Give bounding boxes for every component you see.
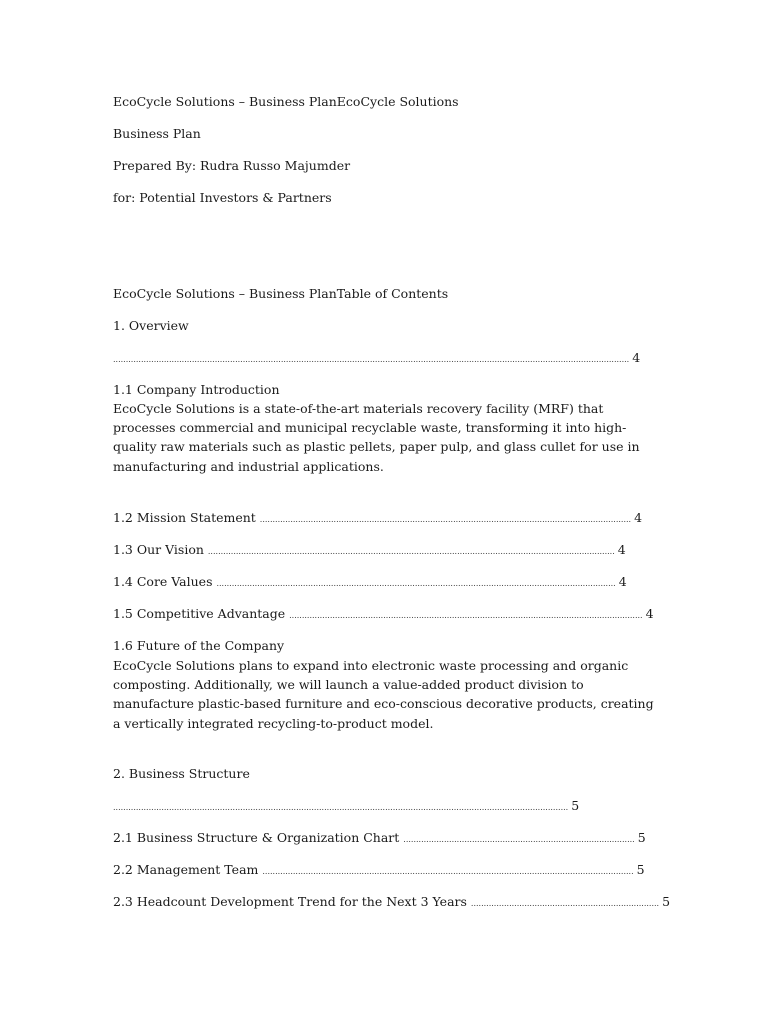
audience: for: Potential Investors & Partners (113, 190, 332, 205)
toc-entry-label: 2.1 Business Structure & Organization Chart (113, 830, 400, 845)
toc-entry-headcount-trend (113, 892, 670, 913)
toc-page-number: 4 (634, 510, 643, 525)
toc-entry-competitive-advantage (113, 604, 654, 625)
toc-dots: .................................................................................................................................................. (259, 515, 632, 524)
future-of-company-body: EcoCycle Solutions plans to expand into electronic waste processing and organic composting. Additionally, we will launch a value-added product division to manufacture plastic-based furniture and eco-conscious decorative products, creating a vertically integrated recycling-to-product model. (113, 658, 654, 731)
toc-page-number: 5 (637, 830, 646, 845)
toc-dots: ............................................................................................................................................................. (216, 579, 616, 588)
toc-entry-company-introduction: 1.1 Company Introduction (113, 382, 280, 397)
toc-page-number: 4 (645, 606, 654, 621)
toc-dots: ........................................................................................... (403, 835, 635, 844)
toc-leader-overview (113, 348, 640, 369)
toc-dots: .................................................................................................................................................. (262, 867, 634, 876)
toc-entry-future-of-company: 1.6 Future of the Company (113, 638, 285, 653)
toc-entry-label: 1.2 Mission Statement (113, 510, 256, 525)
toc-entry-management-team (113, 860, 645, 881)
toc-page-number: 4 (632, 350, 641, 365)
prepared-by: Prepared By: Rudra Russo Majumder (113, 158, 351, 173)
toc-entry-core-values (113, 572, 627, 593)
toc-dots: ................................................................................................................................................................ (207, 547, 615, 556)
toc-entry-our-vision (113, 540, 626, 561)
toc-entry-label: 2.2 Management Team (113, 862, 259, 877)
toc-dots: ........................................................................................................................................... (289, 611, 643, 620)
toc-page-number: 4 (618, 574, 627, 589)
toc-entry-mission-statement (113, 508, 642, 529)
toc-entry-overview: 1. Overview (113, 318, 189, 333)
toc-dots: .......................................................................... (470, 899, 660, 908)
toc-heading: EcoCycle Solutions – Business PlanTable of Contents (113, 286, 449, 301)
toc-entry-label: 2.3 Headcount Development Trend for the Next 3 Years (113, 894, 467, 909)
document-subtitle: Business Plan (113, 126, 201, 141)
toc-page-number: 4 (617, 542, 626, 557)
toc-entry-label: 1.4 Core Values (113, 574, 213, 589)
toc-entry-business-structure: 2. Business Structure (113, 766, 250, 781)
document-header-title: EcoCycle Solutions – Business PlanEcoCycle Solutions (113, 94, 459, 109)
toc-page-number: 5 (662, 894, 671, 909)
toc-dots: ........................................................................................................................................................................................................... (113, 355, 630, 364)
toc-page-number: 5 (571, 798, 580, 813)
company-introduction-body: EcoCycle Solutions is a state-of-the-art materials recovery facility (MRF) that processes commercial and municipal recyclable waste, transforming it into high-quality raw materials such as plastic pellets, paper pulp, and glass cullet for use in manufacturing and industrial applications. (113, 401, 640, 474)
toc-entry-label: 1.5 Competitive Advantage (113, 606, 286, 621)
toc-dots: ................................................................................................................................................................................... (113, 803, 569, 812)
toc-leader-business-structure (113, 796, 579, 817)
toc-page-number: 5 (636, 862, 645, 877)
toc-entry-label: 1.3 Our Vision (113, 542, 204, 557)
toc-entry-organization-chart (113, 828, 646, 849)
